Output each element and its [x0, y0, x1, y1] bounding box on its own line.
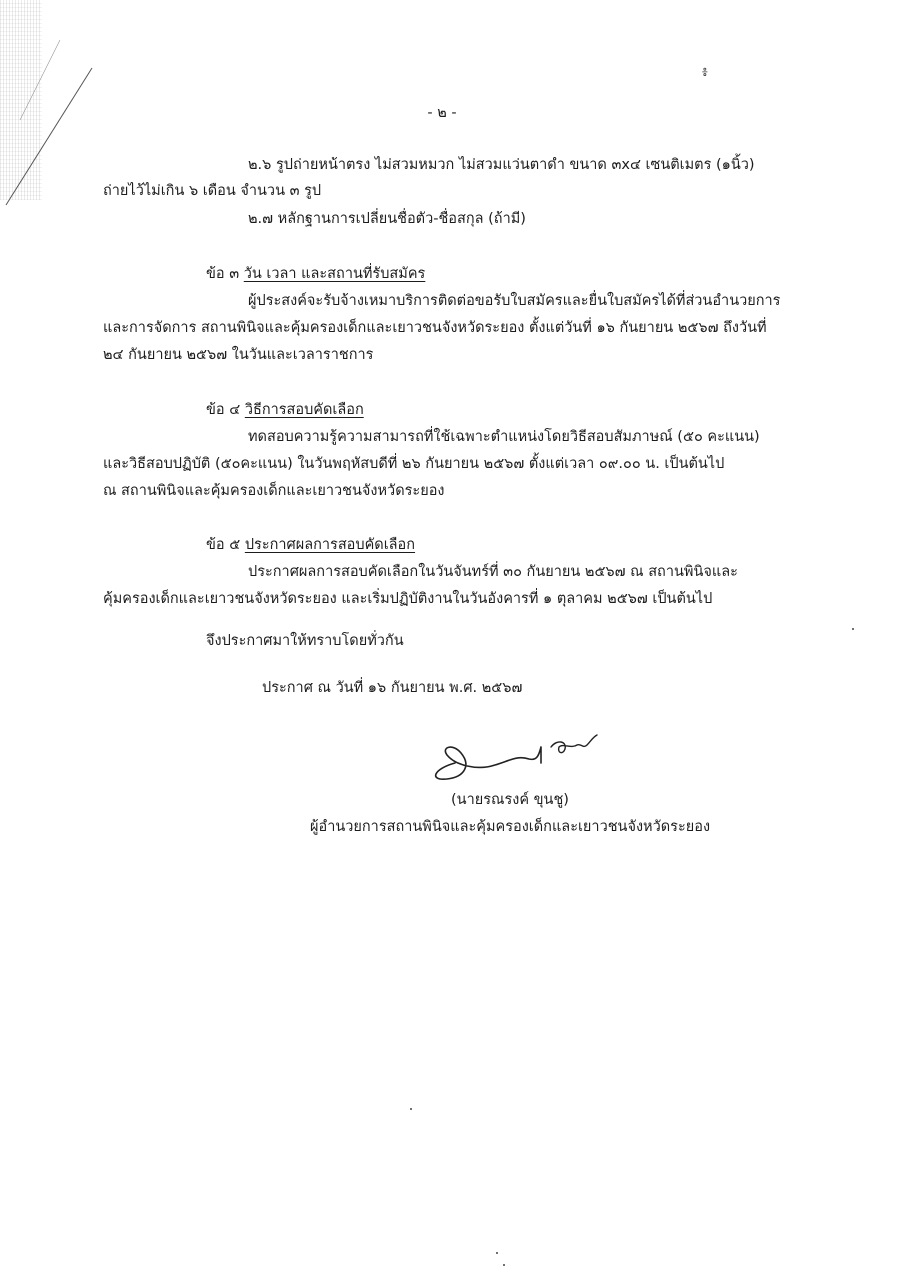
section-3-prefix: ข้อ ๓: [206, 266, 244, 282]
scan-speck: [503, 1264, 505, 1266]
section-5-heading: [206, 538, 415, 553]
scan-speck: [496, 1252, 498, 1254]
section-5-line-1: ประกาศผลการสอบคัดเลือกในวันจันทร์ที่ ๓๐ กันยายน ๒๕๖๗ ณ สถานพินิจและ: [248, 564, 738, 580]
corner-mark: ៖: [702, 65, 708, 80]
signer-name: (นายรณรงค์ ขุนชู): [451, 792, 569, 808]
scan-speck: [410, 1108, 412, 1110]
section-4-prefix: ข้อ ๔: [206, 402, 245, 418]
announcement-date: ประกาศ ณ วันที่ ๑๖ กันยายน พ.ศ. ๒๕๖๗: [262, 680, 523, 696]
section-5-line-2: คุ้มครองเด็กและเยาวชนจังหวัดระยอง และเริ่มปฏิบัติงานในวันอังคารที่ ๑ ตุลาคม ๒๕๖๗ เป็นต้นไป: [103, 591, 713, 607]
section-3-line-3: ๒๔ กันยายน ๒๕๖๗ ในวันและเวลาราชการ: [103, 347, 374, 363]
closing-statement: จึงประกาศมาให้ทราบโดยทั่วกัน: [206, 633, 404, 649]
item-2-7: ๒.๗ หลักฐานการเปลี่ยนชื่อตัว-ชื่อสกุล (ถ้ามี): [248, 211, 526, 227]
scan-edge-artifact: [0, 0, 110, 210]
section-4-line-2: และวิธีสอบปฏิบัติ (๕๐คะแนน) ในวันพฤหัสบดีที่ ๒๖ กันยายน ๒๕๖๗ ตั้งแต่เวลา ๐๙.๐๐ น. เป็นต้นไป: [103, 456, 725, 472]
section-3-line-2: และการจัดการ สถานพินิจและคุ้มครองเด็กและเยาวชนจังหวัดระยอง ตั้งแต่วันที่ ๑๖ กันยายน ๒๕๖๗ ถึงวันที่: [103, 320, 767, 336]
item-2-6-line-2: ถ่ายไว้ไม่เกิน ๖ เดือน จำนวน ๓ รูป: [103, 183, 322, 199]
section-3-heading: [206, 267, 425, 282]
section-4-line-1: ทดสอบความรู้ความสามารถที่ใช้เฉพาะตำแหน่งโดยวิธีสอบสัมภาษณ์ (๕๐ คะแนน): [248, 429, 760, 445]
signature-image: [425, 725, 615, 785]
section-4-heading: [206, 403, 364, 418]
section-5-prefix: ข้อ ๕: [206, 537, 245, 553]
scan-speck: [852, 628, 854, 630]
signer-title: ผู้อำนวยการสถานพินิจและคุ้มครองเด็กและเยาวชนจังหวัดระยอง: [310, 819, 711, 835]
section-4-line-3: ณ สถานพินิจและคุ้มครองเด็กและเยาวชนจังหวัดระยอง: [103, 483, 445, 499]
section-3-title: วัน เวลา และสถานที่รับสมัคร: [243, 266, 426, 282]
section-3-line-1: ผู้ประสงค์จะรับจ้างเหมาบริการติดต่อขอรับใบสมัครและยื่นใบสมัครได้ที่ส่วนอำนวยการ: [248, 293, 781, 309]
item-2-6-line-1: ๒.๖ รูปถ่ายหน้าตรง ไม่สวมหมวก ไม่สวมแว่นตาดำ ขนาด ๓x๔ เซนติเมตร (๑นิ้ว): [248, 157, 755, 173]
page-number: - ๒ -: [427, 105, 457, 121]
section-5-title: ประกาศผลการสอบคัดเลือก: [244, 537, 416, 553]
section-4-title: วิธีการสอบคัดเลือก: [244, 402, 364, 418]
